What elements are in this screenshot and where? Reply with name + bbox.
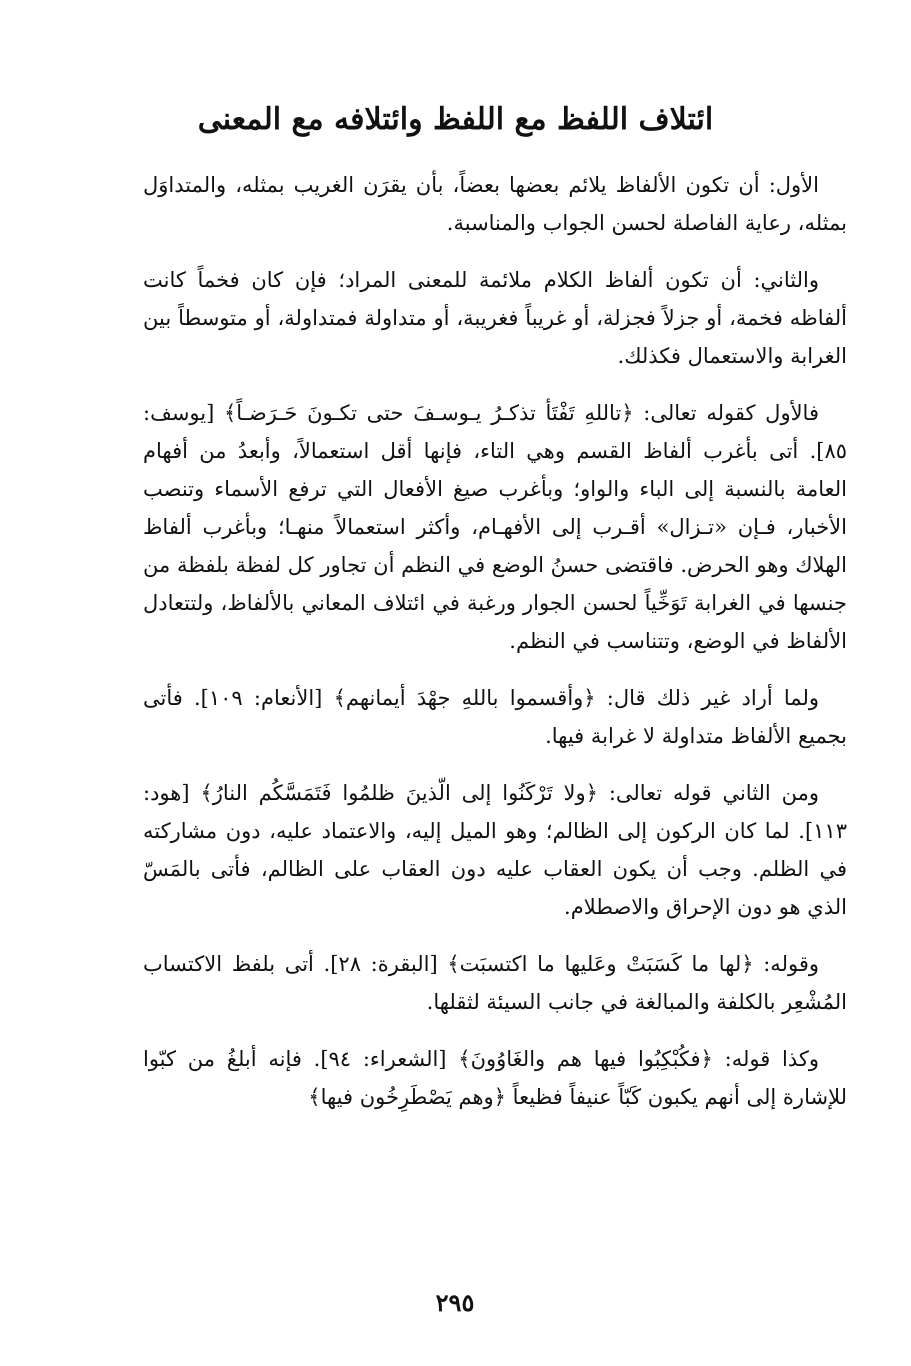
paragraph-example-baqara: وقوله: ﴿لها ما كَسَبَتْ وعَليها ما اكتسبَت﴾ [البقرة: ٢٨]. أتى بلفظ الاكتساب المُشْعِر بالكلفة والمبالغة في جانب السيئة لثقلها. [143,952,847,1014]
paragraph-first: الأول: أن تكون الألفاظ يلائم بعضها بعضاً، بأن يقرَن الغريب بمثله، والمتداوَل بمثله، رعاية الفاصلة لحسن الجواب والمناسبة. [143,173,847,235]
page-body [143,166,847,1116]
paragraph-example-hud: ومن الثاني قوله تعالى: ﴿ولا تَرْكَنُوا إلى الّذينَ ظلمُوا فَتَمَسَّكُم النارُ﴾ [هود: ١١٣]. لما كان الركون إلى الظالم؛ وهو الميل إليه، والاعتماد عليه، دون مشاركته في الظلم. وجب أن يكون العقاب عليه دون العقاب على الظالم، فأتى بالمَسّ الذي هو دون الإحراق والاصطلام. [143,781,847,919]
paragraph-example-anam: ولما أراد غير ذلك قال: ﴿وأقسموا باللهِ جهْدَ أيمانهم﴾ [الأنعام: ١٠٩]. فأتى بجميع الألفاظ متداولة لا غرابة فيها. [143,686,847,748]
page-title: ائتلاف اللفظ مع اللفظ وائتلافه مع المعنى [197,102,714,137]
paragraph-example-shuara: وكذا قوله: ﴿فكُبْكِبُوا فيها هم والغَاوُونَ﴾ [الشعراء: ٩٤]. فإنه أبلغُ من كبّوا للإشارة إلى أنهم يكبون كَبّاً عنيفاً فظيعاً ﴿وهم يَصْطَرِخُون فيها﴾ [143,1047,847,1109]
page-number: ٢٩٥ [435,1288,475,1317]
paragraph-second: والثاني: أن تكون ألفاظ الكلام ملائمة للمعنى المراد؛ فإن كان فخماً كانت ألفاظه فخمة، أو جزلاً فجزلة، أو غريباً فغريبة، أو متداولة فمتداولة، أو متوسطاً بين الغرابة والاستعمال فكذلك. [143,268,847,368]
paragraph-example-yusuf: فالأول كقوله تعالى: ﴿تاللهِ تَفْتَأ تذكـرُ يـوسـفَ حتى تكـونَ حَـرَضـاً﴾ [يوسف: ٨٥]. أتى بأغرب ألفاظ القسم وهي التاء، فإنها أقل استعمالاً، وأبعدُ من أفهام العامة بالنسبة إلى الباء والواو؛ وبأغرب صيغ الأفعال التي ترفع الأسماء وتنصب الأخبار، فـإن «تـزال» أقـرب إلى الأفهـام، وأكثر استعمالاً منهـا؛ وبأغرب ألفاظ الهلاك وهو الحرض. فاقتضى حسنُ الوضع في النظم أن تجاور كل لفظة بلفظة من جنسها في الغرابة تَوَخِّياً لحسن الجوار ورغبة في ائتلاف المعاني بالألفاظ، ولتتعادل الألفاظ في الوضع، وتتناسب في النظم. [143,401,847,653]
